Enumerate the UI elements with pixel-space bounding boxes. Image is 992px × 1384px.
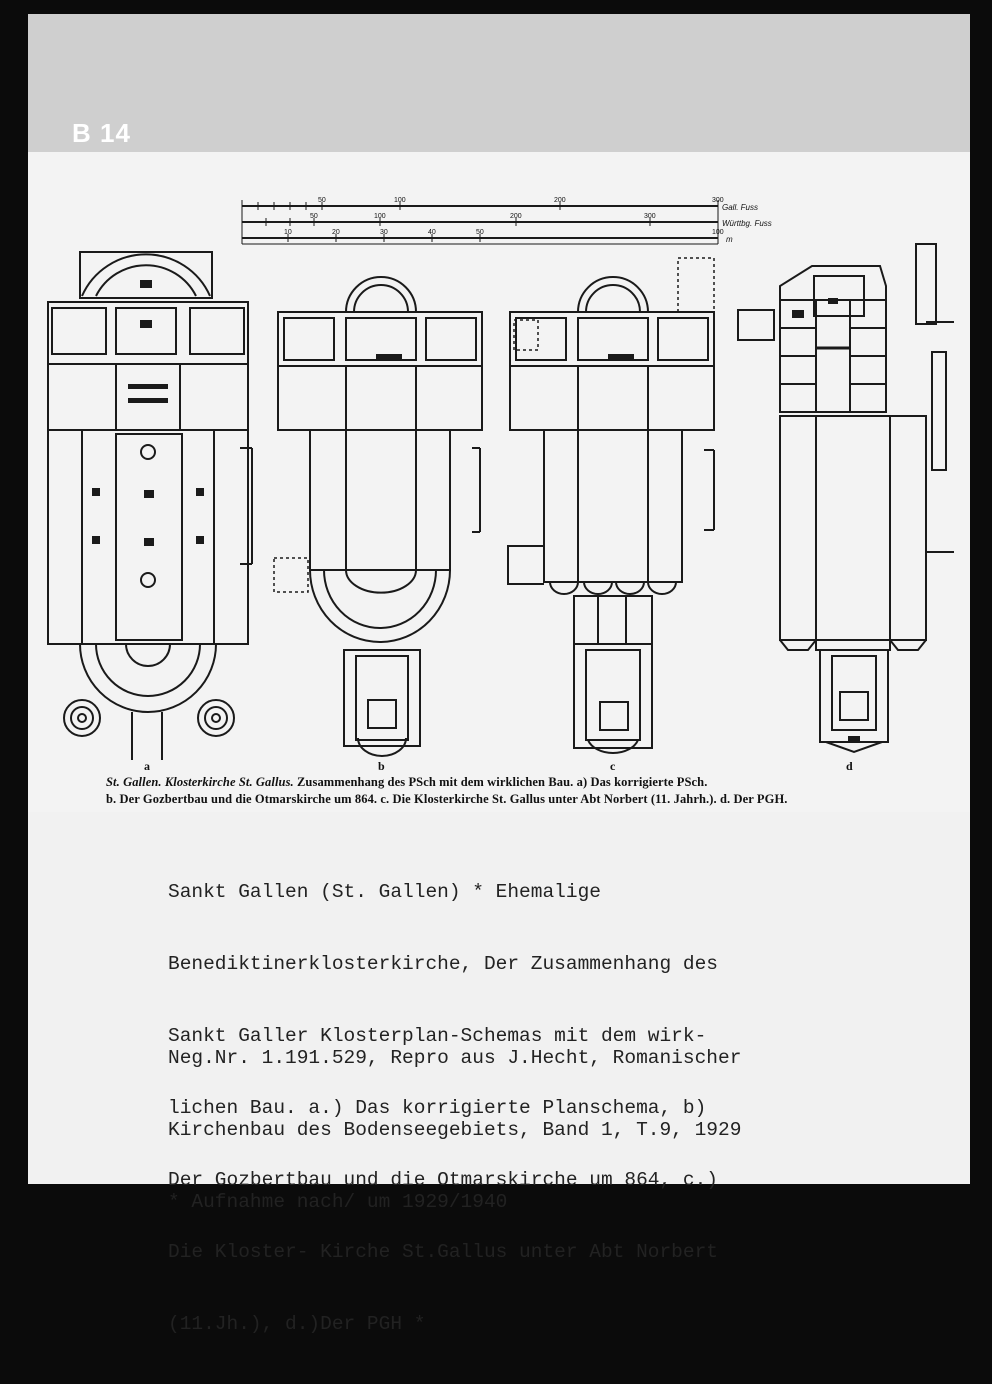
floor-plan-b	[274, 277, 482, 756]
typed-line: Kirchenbau des Bodenseegebiets, Band 1, T.9, 1929	[168, 1119, 742, 1141]
card-label: B 14	[72, 118, 131, 148]
plan-letter-a: a	[144, 759, 150, 773]
scale-tick-label: 300	[644, 213, 656, 220]
scale-tick-label: 20	[332, 229, 340, 236]
plan-letter-d: d	[846, 759, 853, 773]
scale-tick-label: 300	[712, 197, 724, 204]
scale-tick-label: 200	[554, 197, 566, 204]
plate-caption	[106, 774, 966, 808]
floor-plans-drawing	[28, 152, 970, 812]
card-header-band	[28, 14, 970, 152]
typed-line: lichen Bau. a.) Das korrigierte Planschema, b)	[168, 1097, 707, 1119]
scale-tick-label: 50	[310, 213, 318, 220]
caption-line-1	[106, 774, 966, 791]
scale-tick-label: 40	[428, 229, 436, 236]
floor-plan-d	[738, 244, 954, 752]
scale-tick-label: 200	[510, 213, 522, 220]
typed-reference	[168, 998, 928, 1262]
scale-tick-label: 50	[318, 197, 326, 204]
scale-unit-label: m	[726, 235, 733, 244]
plan-plate	[28, 152, 970, 812]
typed-line: Neg.Nr. 1.191.529, Repro aus J.Hecht, Romanischer	[168, 1047, 742, 1069]
typed-line: Sankt Gallen (St. Gallen) * Ehemalige	[168, 881, 601, 903]
typed-line: (11.Jh.), d.)Der PGH *	[168, 1313, 426, 1335]
scale-unit-label: Gall. Fuss	[722, 203, 759, 212]
scale-unit-label: Württbg. Fuss	[722, 219, 772, 228]
plan-letter-c: c	[610, 759, 616, 773]
floor-plan-c	[508, 258, 714, 753]
caption-line-1-rest: Zusammenhang des PSch mit dem wirklichen Bau. a) Das korrigierte PSch.	[293, 775, 708, 789]
plan-letter-b: b	[378, 759, 385, 773]
typed-line: Sankt Galler Klosterplan-Schemas mit dem wirk-	[168, 1025, 707, 1047]
typed-line: * Aufnahme nach/ um 1929/1940	[168, 1191, 508, 1213]
archive-card	[28, 14, 970, 1335]
typed-line: Benediktinerklosterkirche, Der Zusammenhang des	[168, 953, 718, 975]
scale-tick-label: 10	[284, 229, 292, 236]
typed-line: Die Kloster- Kirche St.Gallus unter Abt Norbert	[168, 1241, 718, 1263]
scale-bar-labels	[284, 197, 772, 244]
floor-plan-a	[48, 252, 252, 760]
scale-tick-label: 100	[394, 197, 406, 204]
scale-tick-label: 100	[712, 229, 724, 236]
typed-line: Der Gozbertbau und die Otmarskirche um 864, c.)	[168, 1169, 718, 1191]
scale-tick-label: 50	[476, 229, 484, 236]
caption-line-2: b. Der Gozbertbau und die Otmarskirche um 864. c. Die Klosterkirche St. Gallus unter Abt Norbert (11. Jahrh.). d. Der PGH.	[106, 792, 788, 806]
scale-tick-label: 100	[374, 213, 386, 220]
scale-bar	[242, 200, 718, 244]
caption-title: St. Gallen. Klosterkirche St. Gallus.	[106, 775, 294, 789]
scale-tick-label: 30	[380, 229, 388, 236]
